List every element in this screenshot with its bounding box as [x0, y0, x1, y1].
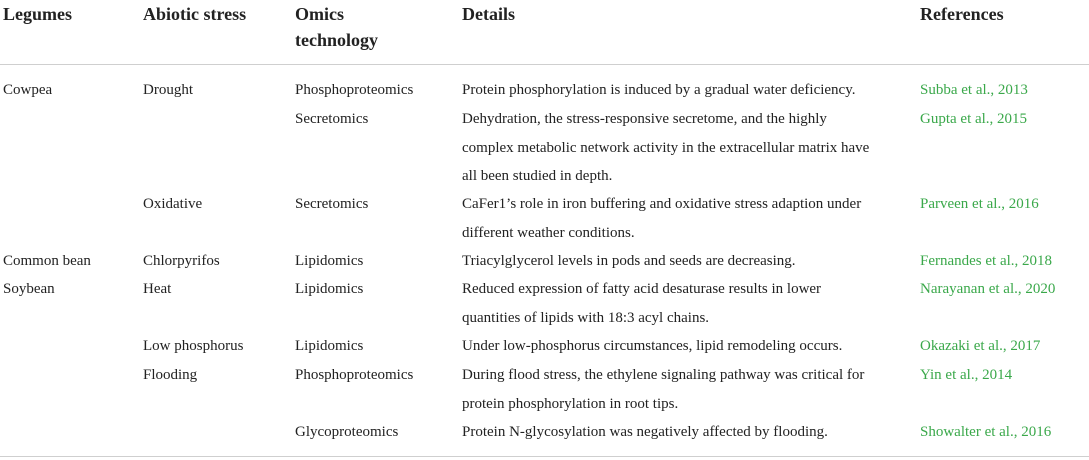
omics-technology-cell: Secretomics	[295, 111, 369, 127]
details-line: Triacylglycerol levels in pods and seeds are decreasing.	[462, 253, 796, 269]
legume-cell: Common bean	[3, 253, 91, 269]
header-abiotic-stress: Abiotic stress	[143, 4, 247, 24]
details-line: protein phosphorylation in root tips.	[462, 395, 679, 412]
abiotic-stress-cell: Low phosphorus	[143, 338, 244, 354]
reference-link[interactable]: Fernandes et al., 2018	[920, 253, 1053, 269]
details-line: different weather conditions.	[462, 224, 635, 241]
header-details: Details	[462, 4, 515, 24]
omics-technology-cell: Phosphoproteomics	[295, 82, 414, 98]
legume-cell: Cowpea	[3, 82, 53, 98]
details-line: CaFer1’s role in iron buffering and oxidative stress adaption under	[462, 196, 862, 212]
details-line: Under low-phosphorus circumstances, lipid remodeling occurs.	[462, 338, 843, 354]
omics-technology-cell: Phosphoproteomics	[295, 367, 414, 383]
details-line: During flood stress, the ethylene signaling pathway was critical for	[462, 367, 865, 383]
header-references: References	[920, 4, 1004, 24]
omics-technology-cell: Lipidomics	[295, 338, 364, 354]
reference-link[interactable]: Yin et al., 2014	[920, 367, 1013, 383]
abiotic-stress-cell: Oxidative	[143, 196, 203, 212]
details-line: Reduced expression of fatty acid desaturase results in lower	[462, 281, 822, 297]
reference-link[interactable]: Gupta et al., 2015	[920, 111, 1028, 127]
details-line: all been studied in depth.	[462, 168, 613, 184]
table-bottom-rule	[0, 456, 1089, 457]
reference-link[interactable]: Okazaki et al., 2017	[920, 338, 1041, 354]
header-legumes: Legumes	[3, 4, 72, 24]
details-line: Protein phosphorylation is induced by a gradual water deficiency.	[462, 82, 856, 98]
header-omics-line1: Omics	[295, 4, 344, 24]
reference-link[interactable]: Narayanan et al., 2020	[920, 281, 1056, 297]
header-omics-line2: technology	[295, 30, 378, 50]
table-header-rule	[0, 64, 1089, 65]
header-omics-technology	[295, 1, 378, 53]
omics-technology-cell: Lipidomics	[295, 253, 364, 269]
abiotic-stress-cell: Chlorpyrifos	[143, 253, 220, 269]
abiotic-stress-cell: Flooding	[143, 367, 198, 383]
details-line: quantities of lipids with 18:3 acyl chains.	[462, 309, 710, 326]
omics-technology-cell: Secretomics	[295, 196, 369, 212]
details-line: Dehydration, the stress-responsive secretome, and the highly	[462, 111, 827, 127]
reference-link[interactable]: Parveen et al., 2016	[920, 196, 1039, 212]
omics-technology-cell: Glycoproteomics	[295, 424, 399, 440]
omics-technology-cell: Lipidomics	[295, 281, 364, 297]
abiotic-stress-cell: Drought	[143, 82, 193, 98]
details-line: complex metabolic network activity in the extracellular matrix have	[462, 139, 870, 156]
legume-cell: Soybean	[3, 281, 55, 297]
details-line: Protein N-glycosylation was negatively affected by flooding.	[462, 424, 828, 440]
reference-link[interactable]: Showalter et al., 2016	[920, 424, 1052, 440]
reference-link[interactable]: Subba et al., 2013	[920, 82, 1028, 98]
abiotic-stress-cell: Heat	[143, 281, 172, 297]
